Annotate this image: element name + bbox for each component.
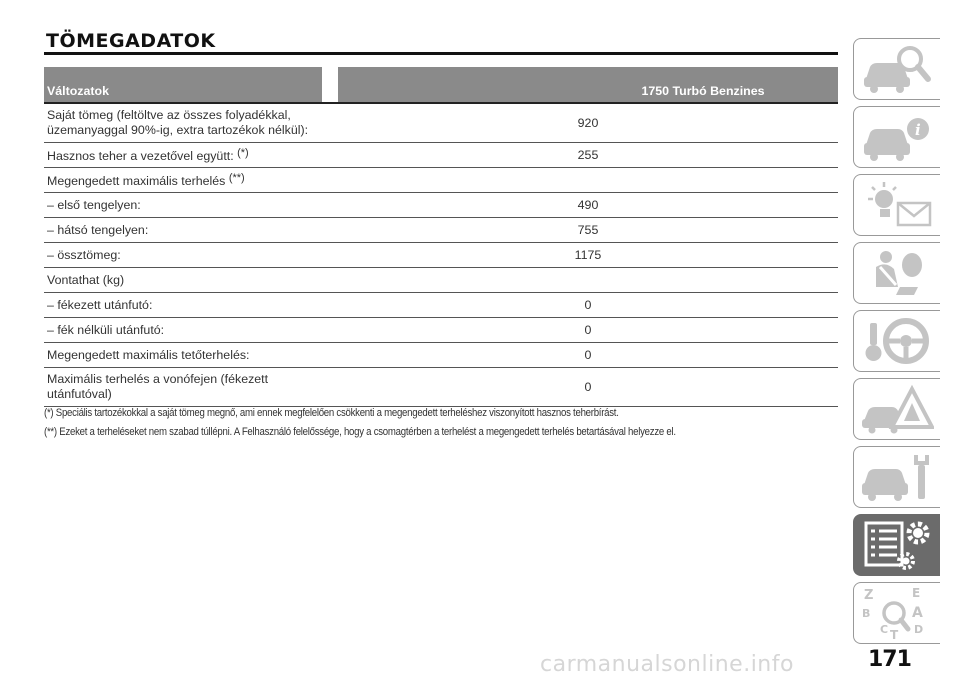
tab-starting-driving[interactable] [853,310,940,372]
table-row [44,143,838,168]
svg-text:i: i [915,121,921,139]
row-label-text: Hasznos teher a vezetővel együtt: [47,149,238,163]
row-label [44,368,338,407]
row-value: 255 [338,143,838,168]
row-label-text: – első tengelyen: [47,198,141,212]
page-title: TÖMEGADATOK [46,30,216,52]
table-row [44,103,838,143]
car-search-icon [860,43,934,95]
row-label-text: Saját tömeg (feltöltve az összes folyadékkal, [47,108,291,122]
tab-technical-data[interactable] [853,514,940,576]
row-label-text: – fék nélküli utánfutó: [47,323,165,337]
tab-index[interactable] [853,582,940,644]
row-label-text: Megengedett maximális terhelés [47,174,229,188]
index-letter: B [862,607,871,620]
footnotes [44,404,844,442]
footnote-2: (**) Ezeket a terheléseket nem szabad túllépni. A Felhasználó felelőssége, hogy a csomagtérben a terhelést a megengedett terhelés betartásával helyezze el. [44,426,676,438]
index-letter: T [890,628,899,639]
index-letter: A [912,605,923,621]
row-value: 920 [338,103,838,143]
table-row [44,243,838,268]
mass-data-table [44,67,838,407]
row-label [44,103,338,143]
table-row [44,343,838,368]
table-header-row [44,67,838,103]
table-row [44,318,838,343]
tab-car-search[interactable] [853,38,940,100]
warning-light-envelope-icon [860,179,934,231]
index-letter: Z [864,588,874,603]
table-row [44,193,838,218]
row-label-text-line2: utánfutóval) [47,387,112,401]
page-number: 171 [868,647,911,672]
row-value [338,268,838,293]
table-row [44,218,838,243]
footnote-1: (*) Speciális tartozékokkal a saját tömeg megnő, ami ennek megfelelően csökkenti a megengedett terheléshez viszonyított hasznos teherbírást. [44,407,619,419]
title-rule [44,52,838,55]
table-row [44,268,838,293]
row-label-text: – hátsó tengelyen: [47,223,149,237]
row-value: 0 [338,293,838,318]
table-row [44,293,838,318]
car-info-icon [860,111,934,163]
row-value: 0 [338,343,838,368]
table-row [44,368,838,407]
spec-list-gear-icon [860,519,934,571]
row-label-text: Megengedett maximális tetőterhelés: [47,348,250,362]
row-label-text: – össztömeg: [47,248,121,262]
row-label-text: Maximális terhelés a vonófejen (fékezett [47,372,269,386]
tab-warning-lights[interactable] [853,174,940,236]
row-value: 0 [338,318,838,343]
car-roadside-warning-icon [860,383,934,435]
row-label [44,318,338,343]
row-value: 490 [338,193,838,218]
tab-service[interactable] [853,446,940,508]
row-label [44,168,338,193]
alphabet-index-search-icon [860,587,934,639]
tab-emergency[interactable] [853,378,940,440]
row-label-text: – fékezett utánfutó: [47,298,153,312]
tab-safety[interactable] [853,242,940,304]
footnote-marker: (*) [237,147,249,159]
row-label [44,143,338,168]
row-label [44,218,338,243]
row-label [44,268,338,293]
car-wrench-icon [860,451,934,503]
row-label [44,243,338,268]
row-label [44,343,338,368]
index-letter: C [880,623,889,636]
watermark: carmanualsonline.info [540,652,794,677]
row-label-text: Vontathat (kg) [47,273,125,287]
index-letter: E [912,587,921,600]
row-label [44,193,338,218]
header-engine: 1750 Turbó Benzines [338,67,838,103]
row-label-text-line2: üzemanyaggal 90%-ig, extra tartozékok nélkül): [47,123,309,137]
index-letter: D [914,623,924,636]
row-value: 755 [338,218,838,243]
table-row [44,168,838,193]
row-value: 1175 [338,243,838,268]
footnote-marker: (**) [228,172,245,184]
row-value: 0 [338,368,838,407]
steering-key-icon [860,315,934,367]
tab-car-info[interactable] [853,106,940,168]
header-variants: Változatok [44,67,322,103]
seatbelt-airbag-icon [860,247,934,299]
row-value [338,168,838,193]
row-label [44,293,338,318]
